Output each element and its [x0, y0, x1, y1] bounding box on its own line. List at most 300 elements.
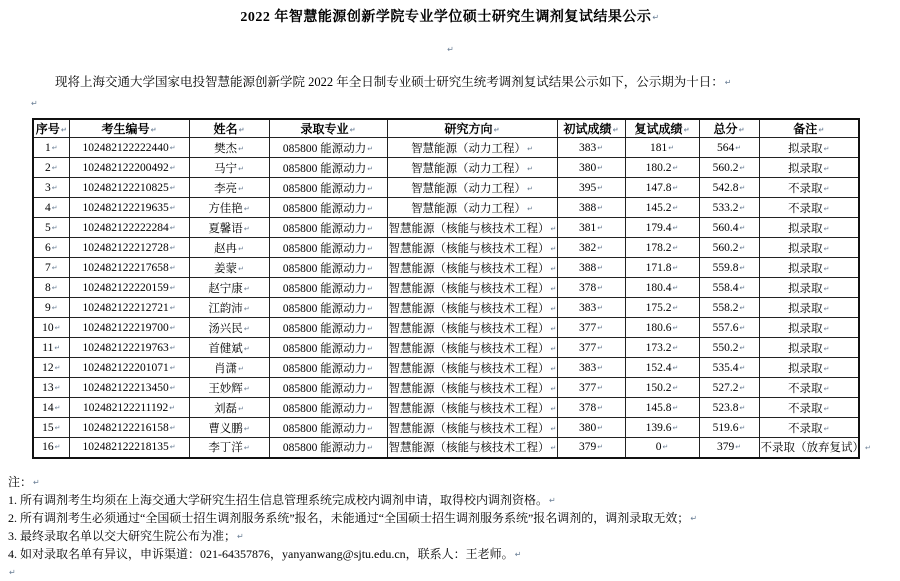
table-cell: 智慧能源（核能与核技术工程）↵ [387, 398, 557, 418]
table-cell: 智慧能源（核能与核技术工程）↵ [387, 358, 557, 378]
table-cell: 560.4↵ [699, 218, 759, 238]
table-cell: 180.2↵ [625, 158, 699, 178]
paragraph-mark-icon: ↵ [672, 343, 679, 352]
table-cell: 085800 能源动力↵ [269, 178, 387, 198]
table-cell: 4↵ [33, 198, 69, 218]
table-cell: 085800 能源动力↵ [269, 158, 387, 178]
table-cell: 102482122212728↵ [69, 238, 189, 258]
paragraph-mark-icon: ↵ [367, 444, 374, 453]
paragraph-mark-icon: ↵ [243, 204, 250, 213]
paragraph-mark-icon: ↵ [238, 404, 244, 413]
paragraph-mark-icon: ↵ [367, 404, 374, 413]
paragraph-mark-icon: ↵ [367, 304, 374, 313]
paragraph-mark-icon: ↵ [652, 13, 660, 22]
table-header-cell: 研究方向↵ [387, 119, 557, 138]
table-cell: 102482122216158↵ [69, 418, 189, 438]
paragraph-mark-icon: ↵ [367, 344, 374, 353]
table-cell: 180.4↵ [625, 278, 699, 298]
table-cell: 13↵ [33, 378, 69, 398]
table-cell: 380↵ [557, 418, 625, 438]
table-cell: 139.6↵ [625, 418, 699, 438]
paragraph-mark-icon: ↵ [550, 284, 557, 293]
table-cell: 拟录取↵ [759, 238, 859, 258]
paragraph-mark-icon: ↵ [367, 224, 374, 233]
paragraph-mark-icon: ↵ [51, 283, 58, 292]
table-cell: 王妙辉↵ [189, 378, 269, 398]
paragraph-mark-icon: ↵ [683, 125, 690, 134]
table-cell: 14↵ [33, 398, 69, 418]
paragraph-mark-icon: ↵ [823, 244, 830, 253]
table-row [33, 138, 859, 158]
paragraph-mark-icon: ↵ [597, 323, 604, 332]
paragraph-mark-icon: ↵ [243, 224, 250, 233]
paragraph-mark-icon: ↵ [31, 98, 38, 108]
table-header-cell: 总分↵ [699, 119, 759, 138]
table-cell: 535.4↵ [699, 358, 759, 378]
paragraph-mark-icon: ↵ [597, 183, 604, 192]
paragraph-mark-icon: ↵ [672, 263, 679, 272]
paragraph-mark-icon: ↵ [169, 183, 176, 192]
page-title-text: 2022 年智慧能源创新学院专业学位硕士研究生调剂复试结果公示 [240, 10, 652, 25]
paragraph-mark-icon: ↵ [739, 383, 746, 392]
results-table-head [33, 119, 859, 138]
paragraph-mark-icon: ↵ [238, 144, 244, 153]
paragraph-mark-icon: ↵ [169, 443, 176, 452]
table-header-cell: 初试成绩↵ [557, 119, 625, 138]
table-cell: 102482122219635↵ [69, 198, 189, 218]
paragraph-mark-icon: ↵ [243, 424, 250, 433]
results-table-body [33, 138, 871, 458]
paragraph-mark-icon: ↵ [739, 423, 746, 432]
table-header-cell: 姓名↵ [189, 119, 269, 138]
table-cell: 102482122201071↵ [69, 358, 189, 378]
paragraph-mark-icon: ↵ [238, 364, 244, 373]
paragraph-mark-icon: ↵ [367, 324, 374, 333]
table-cell: 李亮↵ [189, 178, 269, 198]
table-cell: 085800 能源动力↵ [269, 378, 387, 398]
paragraph-mark-icon: ↵ [169, 403, 176, 412]
table-cell: 085800 能源动力↵ [269, 198, 387, 218]
table-cell: 2↵ [33, 158, 69, 178]
paragraph-mark-icon: ↵ [597, 363, 604, 372]
paragraph-mark-icon: ↵ [823, 224, 830, 233]
table-row [33, 358, 859, 378]
paragraph-mark-icon: ↵ [823, 304, 830, 313]
table-cell: 181↵ [625, 138, 699, 158]
paragraph-mark-icon: ↵ [823, 144, 830, 153]
table-row [33, 258, 859, 278]
table-cell: 拟录取↵ [759, 298, 859, 318]
table-cell: 564↵ [699, 138, 759, 158]
paragraph-mark-icon: ↵ [238, 264, 244, 273]
table-cell: 383↵ [557, 138, 625, 158]
table-cell: 152.4↵ [625, 358, 699, 378]
paragraph-mark-icon: ↵ [823, 184, 830, 193]
paragraph-mark-icon: ↵ [243, 344, 250, 353]
table-cell: 085800 能源动力↵ [269, 358, 387, 378]
paragraph-mark-icon: ↵ [367, 144, 374, 153]
paragraph-mark-icon: ↵ [739, 223, 746, 232]
paragraph-mark-icon: ↵ [238, 184, 244, 193]
table-cell: 智慧能源（核能与核技术工程）↵ [387, 298, 557, 318]
table-cell: 085800 能源动力↵ [269, 138, 387, 158]
paragraph-mark-icon: ↵ [367, 184, 374, 193]
table-cell: 不录取↵ [759, 378, 859, 398]
table-cell: 145.8↵ [625, 398, 699, 418]
table-cell: 085800 能源动力↵ [269, 218, 387, 238]
paragraph-mark-icon: ↵ [550, 384, 557, 393]
table-cell: 1↵ [33, 138, 69, 158]
paragraph-mark-icon: ↵ [51, 223, 58, 232]
table-cell: 102482122212721↵ [69, 298, 189, 318]
table-cell: 102482122220159↵ [69, 278, 189, 298]
paragraph-mark-icon: ↵ [597, 143, 604, 152]
paragraph-mark-icon: ↵ [735, 143, 742, 152]
note-item: 4. 如对录取名单有异议，申诉渠道：021-64357876，yanyanwang@sjtu.edu.cn，联系人：王老师。↵ [8, 546, 522, 561]
paragraph-mark-icon: ↵ [238, 244, 244, 253]
note-item: 2. 所有调剂考生必须通过“全国硕士招生调剂服务系统”报名，未能通过“全国硕士招生调剂服务系统”报名调剂的，调剂录取无效；↵ [8, 510, 698, 525]
results-table [32, 118, 871, 459]
paragraph-mark-icon: ↵ [243, 444, 250, 453]
page-title [0, 0, 900, 26]
table-cell: 曹义鹏↵ [189, 418, 269, 438]
table-cell: 11↵ [33, 338, 69, 358]
paragraph-mark-icon: ↵ [597, 223, 604, 232]
table-cell: 388↵ [557, 258, 625, 278]
table-cell: 085800 能源动力↵ [269, 338, 387, 358]
paragraph-mark-icon: ↵ [597, 423, 604, 432]
paragraph-mark-icon: ↵ [169, 423, 176, 432]
table-cell: 377↵ [557, 318, 625, 338]
table-cell: 智慧能源（核能与核技术工程）↵ [387, 278, 557, 298]
table-row [33, 198, 859, 218]
paragraph-mark-icon: ↵ [597, 283, 604, 292]
paragraph-mark-icon: ↵ [865, 444, 871, 453]
paragraph-mark-icon: ↵ [672, 203, 679, 212]
table-cell: 0↵ [625, 438, 699, 458]
table-cell: 12↵ [33, 358, 69, 378]
paragraph-mark-icon: ↵ [739, 203, 746, 212]
paragraph-mark-icon: ↵ [739, 363, 746, 372]
table-cell: 085800 能源动力↵ [269, 298, 387, 318]
table-cell: 378↵ [557, 278, 625, 298]
paragraph-mark-icon: ↵ [735, 443, 742, 452]
table-cell: 汤兴民↵ [189, 318, 269, 338]
paragraph-mark-icon: ↵ [672, 183, 679, 192]
table-cell: 智慧能源（核能与核技术工程）↵ [387, 378, 557, 398]
table-row [33, 158, 859, 178]
table-cell: 102482122210825↵ [69, 178, 189, 198]
table-cell: 560.2↵ [699, 238, 759, 258]
table-row [33, 298, 859, 318]
paragraph-mark-icon: ↵ [150, 125, 157, 134]
empty-paragraph-mark [0, 40, 900, 58]
table-cell: 首健斌↵ [189, 338, 269, 358]
table-cell: 145.2↵ [625, 198, 699, 218]
paragraph-mark-icon: ↵ [169, 203, 176, 212]
paragraph-mark-icon: ↵ [54, 343, 61, 352]
paragraph-mark-icon: ↵ [672, 303, 679, 312]
paragraph-mark-icon: ↵ [739, 403, 746, 412]
table-cell: 173.2↵ [625, 338, 699, 358]
paragraph-mark-icon: ↵ [51, 263, 58, 272]
table-cell: 8↵ [33, 278, 69, 298]
table-cell: 拟录取↵ [759, 218, 859, 238]
table-cell: 方佳艳↵ [189, 198, 269, 218]
intro-text: 现将上海交通大学国家电投智慧能源创新学院 2022 年全日制专业硕士研究生统考调剂复试结果公示如下，公示期为十日： [55, 75, 724, 89]
table-cell: 智慧能源（核能与核技术工程）↵ [387, 258, 557, 278]
table-cell: 不录取↵ [759, 398, 859, 418]
table-cell: 102482122213450↵ [69, 378, 189, 398]
table-cell: 智慧能源（核能与核技术工程）↵ [387, 318, 557, 338]
note-item: 3. 最终录取名单以交大研究生院公布为准；↵ [8, 528, 244, 543]
paragraph-mark-icon: ↵ [550, 444, 557, 453]
paragraph-mark-icon: ↵ [243, 284, 250, 293]
paragraph-mark-icon: ↵ [672, 403, 679, 412]
paragraph-mark-icon: ↵ [739, 343, 746, 352]
paragraph-mark-icon: ↵ [672, 243, 679, 252]
table-cell: 赵宁康↵ [189, 278, 269, 298]
paragraph-mark-icon: ↵ [550, 404, 557, 413]
paragraph-mark-icon: ↵ [527, 184, 533, 193]
table-cell: 拟录取↵ [759, 158, 859, 178]
notes-list [8, 491, 900, 563]
table-cell: 102482122222440↵ [69, 138, 189, 158]
table-cell: 智慧能源（核能与核技术工程）↵ [387, 418, 557, 438]
table-cell: 085800 能源动力↵ [269, 398, 387, 418]
paragraph-mark-icon: ↵ [367, 284, 374, 293]
paragraph-mark-icon: ↵ [739, 243, 746, 252]
paragraph-mark-icon: ↵ [672, 223, 679, 232]
table-cell: 557.6↵ [699, 318, 759, 338]
table-header-cell: 考生编号↵ [69, 119, 189, 138]
paragraph-mark-icon: ↵ [662, 443, 669, 452]
table-header-row [33, 119, 859, 138]
paragraph-mark-icon: ↵ [672, 283, 679, 292]
table-cell: 377↵ [557, 378, 625, 398]
table-header-cell: 序号↵ [33, 119, 69, 138]
table-cell: 523.8↵ [699, 398, 759, 418]
table-cell: 388↵ [557, 198, 625, 218]
paragraph-mark-icon: ↵ [367, 204, 374, 213]
table-cell: 377↵ [557, 338, 625, 358]
table-cell: 382↵ [557, 238, 625, 258]
table-cell: 527.2↵ [699, 378, 759, 398]
table-cell: 102482122219700↵ [69, 318, 189, 338]
table-cell: 102482122222284↵ [69, 218, 189, 238]
note-item: 1. 所有调剂考生均须在上海交通大学研究生招生信息管理系统完成校内调剂申请，取得校内调剂资格。↵ [8, 492, 556, 507]
table-cell: 102482122200492↵ [69, 158, 189, 178]
paragraph-mark-icon: ↵ [51, 143, 58, 152]
table-cell: 刘磊↵ [189, 398, 269, 418]
paragraph-mark-icon: ↵ [169, 383, 176, 392]
table-header-cell: 备注↵ [759, 119, 859, 138]
paragraph-mark-icon: ↵ [367, 244, 374, 253]
paragraph-mark-icon: ↵ [367, 164, 374, 173]
table-row [33, 278, 859, 298]
paragraph-mark-icon: ↵ [690, 513, 698, 523]
table-cell: 550.2↵ [699, 338, 759, 358]
paragraph-mark-icon: ↵ [367, 424, 374, 433]
table-cell: 085800 能源动力↵ [269, 278, 387, 298]
paragraph-mark-icon: ↵ [597, 203, 604, 212]
paragraph-mark-icon: ↵ [527, 164, 533, 173]
paragraph-mark-icon: ↵ [237, 531, 244, 541]
table-cell: 智慧能源（动力工程）↵ [387, 138, 557, 158]
table-cell: 102482122218135↵ [69, 438, 189, 458]
paragraph-mark-icon: ↵ [493, 125, 500, 134]
table-cell: 智慧能源（核能与核技术工程）↵ [387, 238, 557, 258]
paragraph-mark-icon: ↵ [367, 384, 374, 393]
paragraph-mark-icon: ↵ [597, 163, 604, 172]
paragraph-mark-icon: ↵ [349, 125, 356, 134]
table-cell: 147.8↵ [625, 178, 699, 198]
table-cell: 378↵ [557, 398, 625, 418]
paragraph-mark-icon: ↵ [51, 183, 58, 192]
table-cell: 085800 能源动力↵ [269, 438, 387, 458]
table-row [33, 218, 859, 238]
table-cell: 085800 能源动力↵ [269, 418, 387, 438]
table-row [33, 378, 859, 398]
table-cell: 542.8↵ [699, 178, 759, 198]
table-cell: 肖潇↵ [189, 358, 269, 378]
table-cell: 9↵ [33, 298, 69, 318]
paragraph-mark-icon: ↵ [9, 567, 16, 577]
paragraph-mark-icon: ↵ [550, 244, 557, 253]
empty-paragraph-mark [8, 563, 900, 581]
paragraph-mark-icon: ↵ [549, 495, 556, 505]
paragraph-mark-icon: ↵ [51, 203, 58, 212]
paragraph-mark-icon: ↵ [51, 163, 58, 172]
table-cell: 175.2↵ [625, 298, 699, 318]
paragraph-mark-icon: ↵ [54, 323, 61, 332]
table-cell: 381↵ [557, 218, 625, 238]
paragraph-mark-icon: ↵ [550, 424, 557, 433]
table-cell: 10↵ [33, 318, 69, 338]
paragraph-mark-icon: ↵ [527, 204, 533, 213]
paragraph-mark-icon: ↵ [597, 343, 604, 352]
paragraph-mark-icon: ↵ [724, 78, 732, 87]
paragraph-mark-icon: ↵ [823, 284, 830, 293]
table-cell: 180.6↵ [625, 318, 699, 338]
paragraph-mark-icon: ↵ [738, 125, 745, 134]
table-cell: 558.4↵ [699, 278, 759, 298]
paragraph-mark-icon: ↵ [739, 283, 746, 292]
table-cell: 560.2↵ [699, 158, 759, 178]
table-cell: 102482122211192↵ [69, 398, 189, 418]
paragraph-mark-icon: ↵ [668, 143, 675, 152]
table-cell: 102482122219763↵ [69, 338, 189, 358]
paragraph-mark-icon: ↵ [739, 183, 746, 192]
paragraph-mark-icon: ↵ [169, 283, 176, 292]
table-cell: 150.2↵ [625, 378, 699, 398]
paragraph-mark-icon: ↵ [597, 263, 604, 272]
paragraph-mark-icon: ↵ [169, 243, 176, 252]
paragraph-mark-icon: ↵ [550, 304, 557, 313]
table-cell: 智慧能源（核能与核技术工程）↵ [387, 438, 557, 458]
table-cell: 6↵ [33, 238, 69, 258]
table-row [33, 238, 859, 258]
table-cell: 171.8↵ [625, 258, 699, 278]
paragraph-mark-icon: ↵ [739, 303, 746, 312]
table-cell: 7↵ [33, 258, 69, 278]
paragraph-mark-icon: ↵ [514, 549, 522, 559]
paragraph-mark-icon: ↵ [550, 364, 557, 373]
table-cell: 379↵ [699, 438, 759, 458]
paragraph-mark-icon: ↵ [823, 204, 830, 213]
table-cell: 江韵沛↵ [189, 298, 269, 318]
table-cell: 558.2↵ [699, 298, 759, 318]
paragraph-mark-icon: ↵ [238, 125, 245, 134]
paragraph-mark-icon: ↵ [823, 164, 830, 173]
paragraph-mark-icon: ↵ [60, 125, 67, 134]
table-cell: 380↵ [557, 158, 625, 178]
paragraph-mark-icon: ↵ [823, 404, 830, 413]
paragraph-mark-icon: ↵ [823, 324, 830, 333]
table-header-cell: 录取专业↵ [269, 119, 387, 138]
paragraph-mark-icon: ↵ [447, 45, 454, 54]
paragraph-mark-icon: ↵ [823, 384, 830, 393]
paragraph-mark-icon: ↵ [169, 263, 176, 272]
table-header-cell: 复试成绩↵ [625, 119, 699, 138]
table-cell: 379↵ [557, 438, 625, 458]
table-cell: 樊杰↵ [189, 138, 269, 158]
paragraph-mark-icon: ↵ [672, 423, 679, 432]
notes-section [8, 473, 900, 581]
paragraph-mark-icon: ↵ [243, 384, 250, 393]
paragraph-mark-icon: ↵ [367, 364, 374, 373]
table-row [33, 398, 859, 418]
paragraph-mark-icon: ↵ [54, 403, 61, 412]
table-row [33, 318, 859, 338]
paragraph-mark-icon: ↵ [550, 264, 557, 273]
paragraph-mark-icon: ↵ [169, 223, 176, 232]
table-row [33, 418, 859, 438]
table-cell: 16↵ [33, 438, 69, 458]
paragraph-mark-icon: ↵ [739, 323, 746, 332]
table-cell: 395↵ [557, 178, 625, 198]
paragraph-mark-icon: ↵ [672, 163, 679, 172]
paragraph-mark-icon: ↵ [169, 303, 176, 312]
paragraph-mark-icon: ↵ [818, 125, 825, 134]
paragraph-mark-icon: ↵ [169, 363, 176, 372]
paragraph-mark-icon: ↵ [823, 364, 830, 373]
table-cell: 085800 能源动力↵ [269, 238, 387, 258]
table-cell: 383↵ [557, 358, 625, 378]
table-cell: 15↵ [33, 418, 69, 438]
table-cell: 智慧能源（动力工程）↵ [387, 198, 557, 218]
paragraph-mark-icon: ↵ [739, 263, 746, 272]
empty-paragraph-mark [30, 94, 900, 112]
table-cell: 533.2↵ [699, 198, 759, 218]
table-cell: 拟录取↵ [759, 138, 859, 158]
paragraph-mark-icon: ↵ [238, 164, 244, 173]
table-cell: 不录取↵ [759, 178, 859, 198]
table-cell: 拟录取↵ [759, 318, 859, 338]
paragraph-mark-icon: ↵ [51, 243, 58, 252]
table-cell: 智慧能源（动力工程）↵ [387, 178, 557, 198]
paragraph-mark-icon: ↵ [550, 224, 557, 233]
paragraph-mark-icon: ↵ [597, 443, 604, 452]
paragraph-mark-icon: ↵ [54, 423, 61, 432]
paragraph-mark-icon: ↵ [612, 125, 619, 134]
table-cell: 拟录取↵ [759, 358, 859, 378]
table-row [33, 338, 859, 358]
paragraph-mark-icon: ↵ [672, 323, 679, 332]
paragraph-mark-icon: ↵ [51, 303, 58, 312]
paragraph-mark-icon: ↵ [243, 304, 250, 313]
paragraph-mark-icon: ↵ [597, 243, 604, 252]
